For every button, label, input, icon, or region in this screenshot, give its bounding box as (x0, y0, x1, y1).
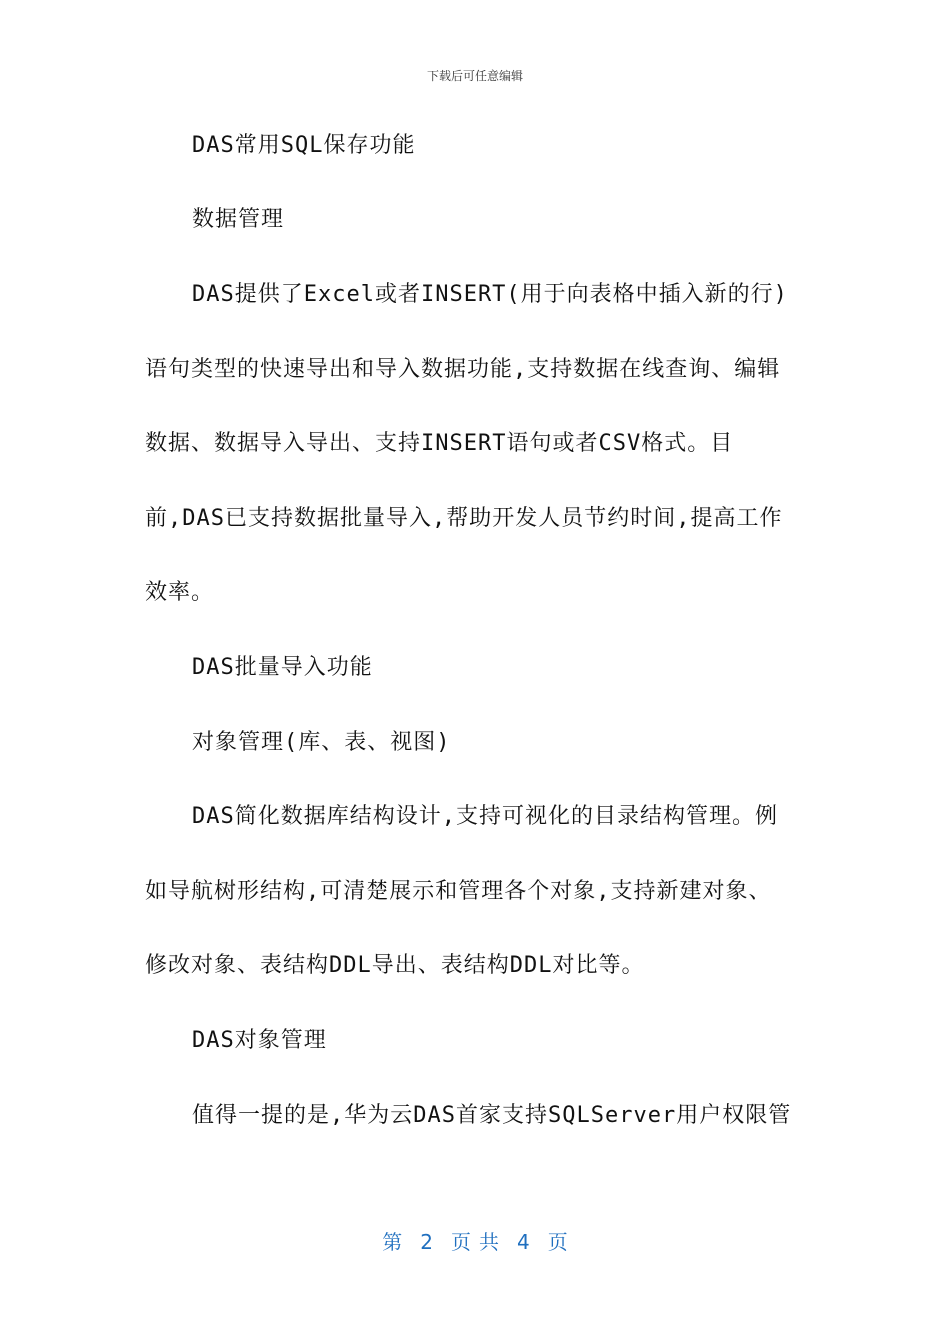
paragraph-line: 前,DAS已支持数据批量导入,帮助开发人员节约时间,提高工作 (145, 506, 783, 531)
paragraph-line: DAS提供了Excel或者INSERT(用于向表格中插入新的行) (192, 282, 788, 307)
paragraph-line: 语句类型的快速导出和导入数据功能,支持数据在线查询、编辑 (145, 357, 781, 382)
caption-sql-save: DAS常用SQL保存功能 (192, 133, 416, 158)
paragraph-line: 数据、数据导入导出、支持INSERT语句或者CSV格式。目 (145, 431, 734, 456)
footer-ye: 页 (451, 1230, 471, 1254)
section-heading-object-management: 对象管理(库、表、视图) (192, 730, 451, 755)
footer-gong: 共 (479, 1230, 499, 1254)
caption-object-management: DAS对象管理 (192, 1028, 327, 1053)
section-heading-data-management: 数据管理 (192, 207, 285, 232)
footer-page-number: 2 (420, 1230, 433, 1254)
paragraph-line: DAS简化数据库结构设计,支持可视化的目录结构管理。例 (192, 804, 778, 829)
footer-total-pages: 4 (517, 1230, 530, 1254)
page-footer (0, 1226, 950, 1255)
paragraph-line: 如导航树形结构,可清楚展示和管理各个对象,支持新建对象、 (145, 879, 772, 904)
paragraph-line: 修改对象、表结构DDL导出、表结构DDL对比等。 (145, 953, 645, 978)
paragraph-line: 效率。 (145, 580, 215, 605)
paragraph-line: 值得一提的是,华为云DAS首家支持SQLServer用户权限管 (192, 1103, 792, 1128)
page-header: 下载后可任意编辑 (426, 69, 523, 83)
footer-di: 第 (382, 1230, 403, 1254)
caption-batch-import: DAS批量导入功能 (192, 655, 373, 680)
footer-ye-end: 页 (547, 1230, 568, 1254)
